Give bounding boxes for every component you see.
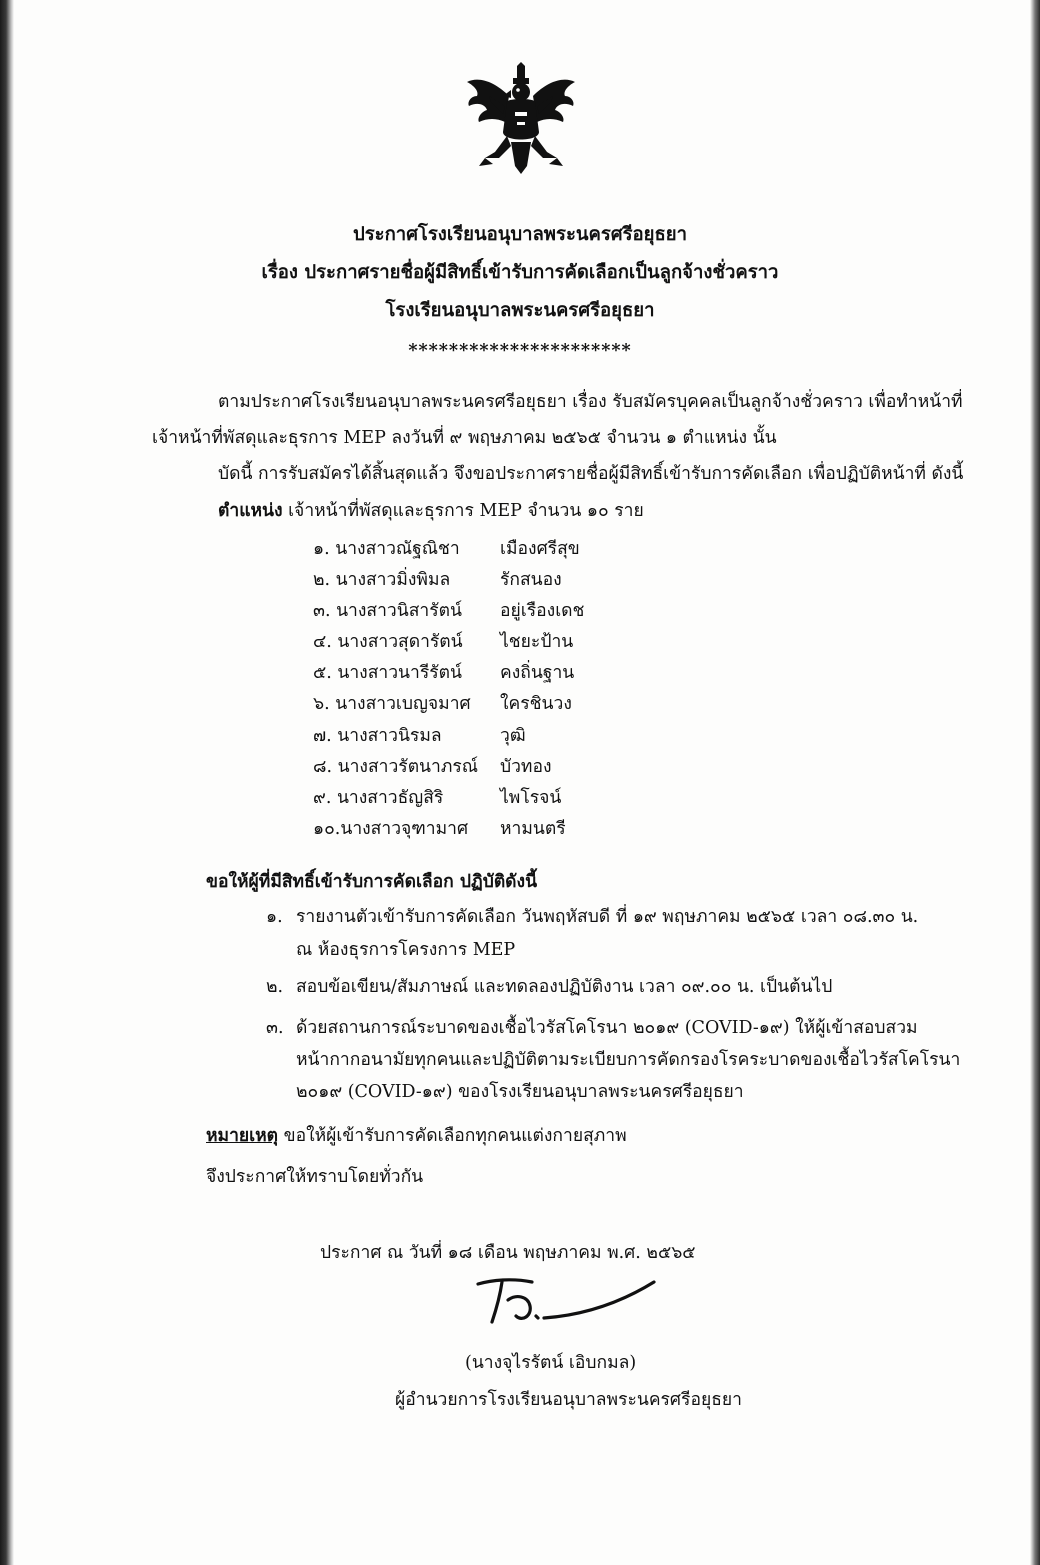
candidate-first-name: ๔. นางสาวสุดารัตน์ [313,632,463,652]
candidate-last-name: หามนตรี [500,819,566,839]
garuda-emblem-icon [465,62,577,178]
header-subject: เรื่อง ประกาศรายชื่อผู้มีสิทธิ์เข้ารับการคัดเลือกเป็นลูกจ้างชั่วคราว [261,262,779,283]
header-title: ประกาศโรงเรียนอนุบาลพระนครศรีอยุธยา [352,224,687,245]
signatory-title: ผู้อำนวยการโรงเรียนอนุบาลพระนครศรีอยุธยา [395,1390,742,1410]
instruction-1-line-2: ณ ห้องธุรการโครงการ MEP [296,940,516,960]
handwritten-signature [472,1272,662,1332]
candidate-last-name: รักสนอง [500,570,562,590]
note-line [206,1125,627,1147]
position-label: ตำแหน่ง [218,501,283,521]
instruction-3-line-1: ด้วยสถานการณ์ระบาดของเชื้อไวรัสโคโรนา ๒๐๑๙ (COVID-๑๙) ให้ผู้เข้าสอบสวม [296,1018,918,1038]
note-label: หมายเหตุ [206,1126,279,1146]
note-text: ขอให้ผู้เข้ารับการคัดเลือกทุกคนแต่งกายสุภาพ [278,1126,627,1146]
intro-paragraph-1-line-1: ตามประกาศโรงเรียนอนุบาลพระนครศรีอยุธยา เรื่อง รับสมัครบุคคลเป็นลูกจ้างชั่วคราว เพื่อทำหน้าที่ [218,392,963,412]
instruction-number: ๒. [266,977,284,997]
candidate-first-name: ๖. นางสาวเบญจมาศ [313,694,471,714]
instruction-number: ๑. [266,907,283,927]
closing-line: จึงประกาศให้ทราบโดยทั่วกัน [206,1167,424,1187]
instruction-number: ๓. [266,1018,284,1038]
instruction-3-line-3: ๒๐๑๙ (COVID-๑๙) ของโรงเรียนอนุบาลพระนครศรีอยุธยา [296,1082,744,1102]
candidate-last-name: ไพโรจน์ [500,788,562,808]
header-separator: ********************** [408,341,632,361]
candidate-last-name: ไชยะป้าน [500,632,574,652]
candidate-first-name: ๓. นางสาวนิสารัตน์ [313,601,462,621]
candidate-last-name: คงถิ่นฐาน [500,663,575,683]
announcement-date: ประกาศ ณ วันที่ ๑๘ เดือน พฤษภาคม พ.ศ. ๒๕๖๕ [320,1243,696,1263]
intro-paragraph-1-line-2: เจ้าหน้าที่พัสดุและธุรการ MEP ลงวันที่ ๙ พฤษภาคม ๒๕๖๕ จำนวน ๑ ตำแหน่ง นั้น [152,428,777,448]
candidate-first-name: ๗. นางสาวนิรมล [313,726,442,746]
candidate-first-name: ๒. นางสาวมิ่งพิมล [313,570,451,590]
instruction-2-line-1: สอบข้อเขียน/สัมภาษณ์ และทดลองปฏิบัติงาน เวลา ๐๙.๐๐ น. เป็นต้นไป [296,977,833,997]
intro-paragraph-2: บัดนี้ การรับสมัครได้สิ้นสุดแล้ว จึงขอประกาศรายชื่อผู้มีสิทธิ์เข้ารับการคัดเลือก เพื่อปฏิบัติหน้าที่ ดังนี้ [218,464,964,484]
candidate-first-name: ๕. นางสาวนารีรัตน์ [313,663,462,683]
position-text: เจ้าหน้าที่พัสดุและธุรการ MEP จำนวน ๑๐ ราย [282,501,644,521]
position-line [218,500,644,522]
candidate-last-name: อยู่เรืองเดช [500,601,585,621]
instruction-3-line-2: หน้ากากอนามัยทุกคนและปฏิบัติตามระเบียบการคัดกรองโรคระบาดของเชื้อไวรัสโคโรนา [296,1050,961,1070]
candidate-first-name: ๘. นางสาวรัตนาภรณ์ [313,757,479,777]
candidate-last-name: เมืองศรีสุข [500,539,580,559]
instruction-1-line-1: รายงานตัวเข้ารับการคัดเลือก วันพฤหัสบดี ที่ ๑๙ พฤษภาคม ๒๕๖๕ เวลา ๐๘.๓๐ น. [296,907,919,927]
instructions-heading: ขอให้ผู้ที่มีสิทธิ์เข้ารับการคัดเลือก ปฏิบัติดังนี้ [206,872,538,892]
candidate-last-name: บัวทอง [500,757,552,777]
signatory-name: (นางจุไรรัตน์ เอิบกมล) [465,1353,637,1373]
candidate-last-name: วุฒิ [500,726,526,746]
candidate-first-name: ๑๐.นางสาวจุฑามาศ [313,819,469,839]
header-school: โรงเรียนอนุบาลพระนครศรีอยุธยา [385,300,655,321]
candidate-first-name: ๙. นางสาวธัญสิริ [313,788,444,808]
candidate-first-name: ๑. นางสาวณัฐณิชา [313,539,460,559]
candidate-last-name: ใครชินวง [500,694,572,714]
